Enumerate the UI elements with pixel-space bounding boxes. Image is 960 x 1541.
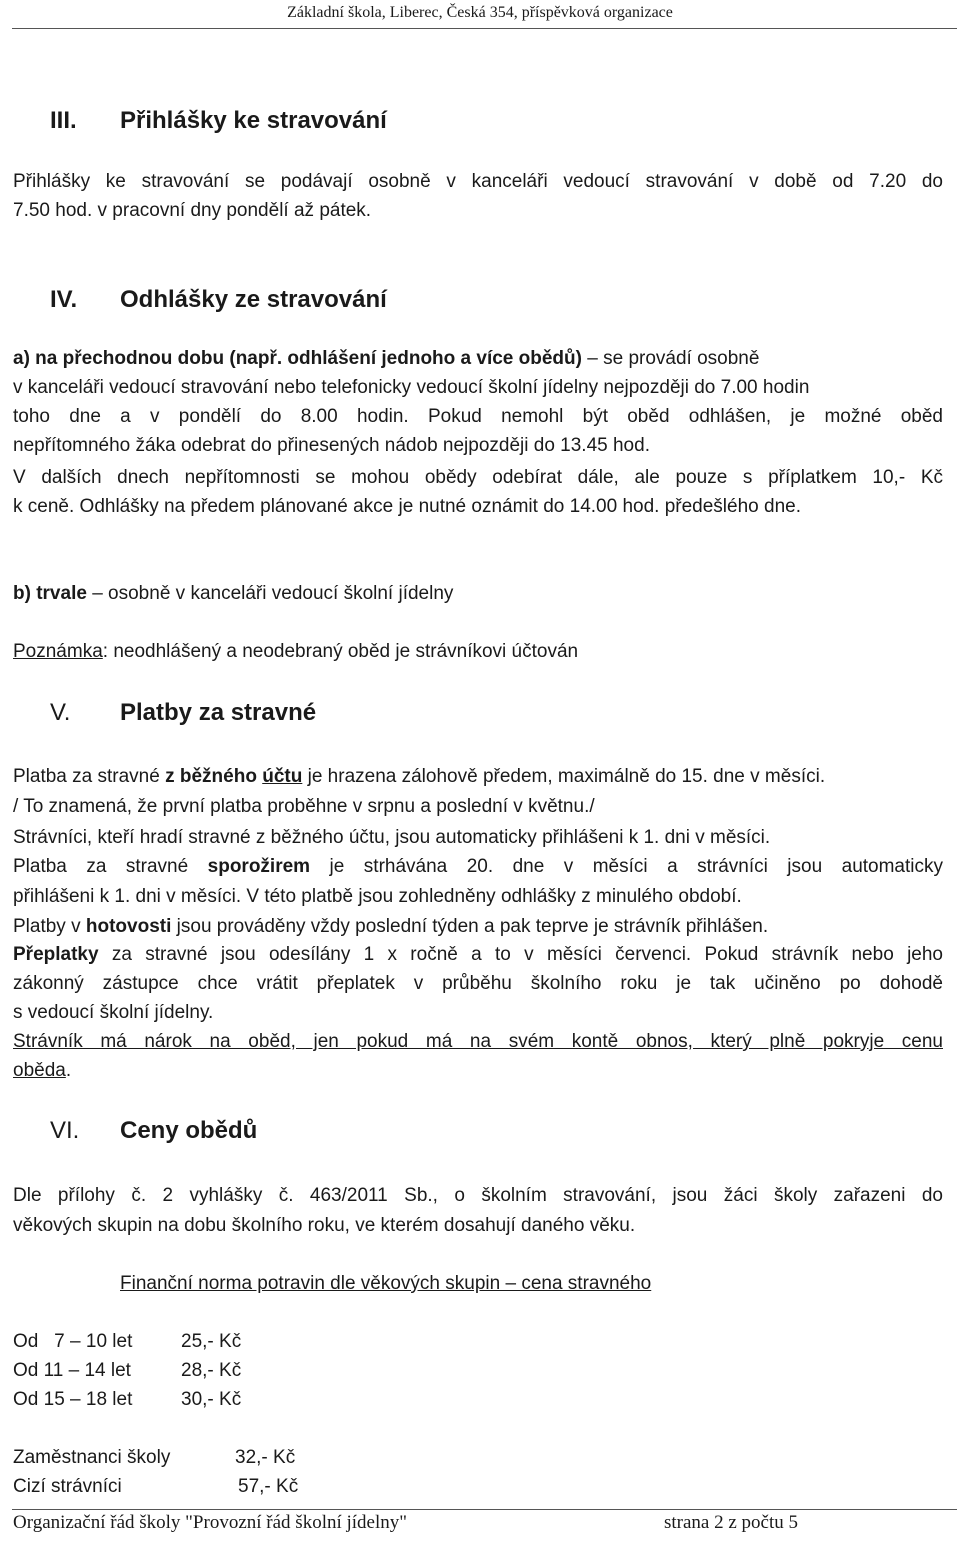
staff-price-row (13, 1472, 298, 1501)
s5-l11-rest: . (65, 1060, 72, 1081)
s4-b-rest: – osobně v kanceláři vedoucí školní jídelny (86, 583, 454, 604)
s4-a-line-5: V dalších dnech nepřítomnosti se mohou obědy odebírat dále, ale pouze s příplatkem 10,- Kč (13, 467, 943, 488)
s5-line-7 (13, 940, 943, 969)
price-value: 28,- Kč (181, 1360, 242, 1381)
s3-paragraph-line-2: 7.50 hod. v pracovní dny pondělí až pátek. (13, 200, 372, 221)
s4-a-line-4: nepřítomného žáka odebrat do přinesených nádob nejpozději do 13.45 hod. (13, 435, 650, 456)
s4-note (13, 637, 578, 666)
header-rule (12, 28, 957, 29)
section-6-number: VI. (50, 1117, 80, 1144)
s5-l4-b: sporožirem (207, 856, 311, 877)
s4-a-line-3: toho dne a v pondělí do 8.00 hodin. Pokud nemohl být oběd odhlášen, je možné oběd (13, 406, 943, 427)
s6-line-1: Dle přílohy č. 2 vyhlášky č. 463/2011 Sb., o školním stravování, jsou žáci školy zařazeni do (13, 1185, 943, 1206)
s5-l7-b: za stravné jsou odesílány 1 x ročně a to v měsíci červenci. Pokud strávník nebo jeho (98, 944, 943, 965)
s5-line-1 (13, 762, 825, 791)
s5-l7-a: Přeplatky (13, 944, 99, 965)
price-label: Od 11 – 14 let (13, 1360, 131, 1381)
s5-line-11 (13, 1056, 71, 1085)
s5-l6-a: Platby v (13, 916, 86, 937)
s4-b-bold: b) trvale (13, 583, 87, 604)
s5-line-8: zákonný zástupce chce vrátit přeplatek v průběhu školního roku je tak učiněno po dohodě (13, 973, 943, 994)
s5-line-4 (13, 852, 943, 881)
s4-a-line-6: k ceně. Odhlášky na předem plánované akce je nutné oznámit do 14.00 hod. předešlého dne. (13, 496, 801, 517)
s5-line-6 (13, 912, 768, 941)
s5-line-3: Strávníci, kteří hradí stravné z běžného účtu, jsou automaticky přihlášeni k 1. dni v měsíci. (13, 827, 771, 848)
s5-line-2: / To znamená, že první platba proběhne v srpnu a poslední v květnu./ (13, 796, 595, 817)
s3-paragraph-line-1: Přihlášky ke stravování se podávají osobně v kanceláři vedoucí stravování v době od 7.20 do (13, 171, 943, 192)
s5-l4-a: Platba za stravné (13, 856, 208, 877)
footer-left: Organizační řád školy "Provozní řád školní jídelny" (13, 1512, 408, 1533)
s5-l1-b: z běžného (165, 766, 263, 787)
note-label: Poznámka (13, 641, 103, 662)
section-3-title: Přihlášky ke stravování (120, 107, 387, 134)
section-4-number: IV. (50, 286, 78, 313)
staff-price-row (13, 1443, 295, 1472)
s5-l11-u: oběda (13, 1060, 66, 1081)
s5-l4-c: je strhávána 20. dne v měsíci a strávníci jsou automaticky (310, 856, 944, 877)
s5-l6-c: jsou prováděny vždy poslední týden a pak teprve je strávník přihlášen. (171, 916, 769, 937)
s4-a-rest: – se provádí osobně (581, 348, 760, 369)
footer-rule (12, 1509, 957, 1510)
footer-page-number: strana 2 z počtu 5 (664, 1512, 799, 1533)
section-6-title: Ceny obědů (120, 1117, 258, 1144)
price-row (13, 1385, 241, 1414)
s4-b-line (13, 579, 453, 608)
s4-a-bold: a) na přechodnou dobu (např. odhlášení jednoho a více obědů) (13, 348, 582, 369)
price-row (13, 1356, 241, 1385)
note-text: : neodhlášený a neodebraný oběd je strávníkovi účtován (102, 641, 579, 662)
price-label: Od 7 – 10 let (13, 1331, 133, 1352)
price-value: 25,- Kč (181, 1331, 242, 1352)
price-value: 30,- Kč (181, 1389, 242, 1410)
staff-label: Cizí strávníci (13, 1476, 122, 1497)
s5-line-5: přihlášeni k 1. dni v měsíci. V této platbě jsou zohledněny odhlášky z minulého období. (13, 886, 742, 907)
section-3-number: III. (50, 107, 77, 134)
s5-l1-c: účtu (262, 766, 303, 787)
norm-heading: Finanční norma potravin dle věkových skupin – cena stravného (120, 1273, 652, 1294)
s5-l1-d: je hrazena zálohově předem, maximálně do 15. dne v měsíci. (302, 766, 826, 787)
s5-line-9: s vedoucí školní jídelny. (13, 1002, 214, 1023)
s5-l6-b: hotovosti (85, 916, 172, 937)
staff-label: Zaměstnanci školy (13, 1447, 171, 1468)
staff-value: 32,- Kč (235, 1447, 296, 1468)
s6-line-2: věkových skupin na dobu školního roku, ve kterém dosahují daného věku. (13, 1215, 636, 1236)
s4-a-line-2: v kanceláři vedoucí stravování nebo telefonicky vedoucí školní jídelny nejpozději do 7.00 hodin (13, 377, 810, 398)
section-4-title: Odhlášky ze stravování (120, 286, 387, 313)
section-5-title: Platby za stravné (120, 699, 317, 726)
page-header: Základní škola, Liberec, Česká 354, příspěvková organizace (287, 4, 673, 21)
s4-a-line-1 (13, 344, 759, 373)
s5-l1-a: Platba za stravné (13, 766, 166, 787)
s5-line-10: Strávník má nárok na oběd, jen pokud má na svém kontě obnos, který plně pokryje cenu (13, 1031, 943, 1052)
section-5-number: V. (50, 699, 71, 726)
price-row (13, 1327, 241, 1356)
price-label: Od 15 – 18 let (13, 1389, 133, 1410)
staff-value: 57,- Kč (238, 1476, 299, 1497)
